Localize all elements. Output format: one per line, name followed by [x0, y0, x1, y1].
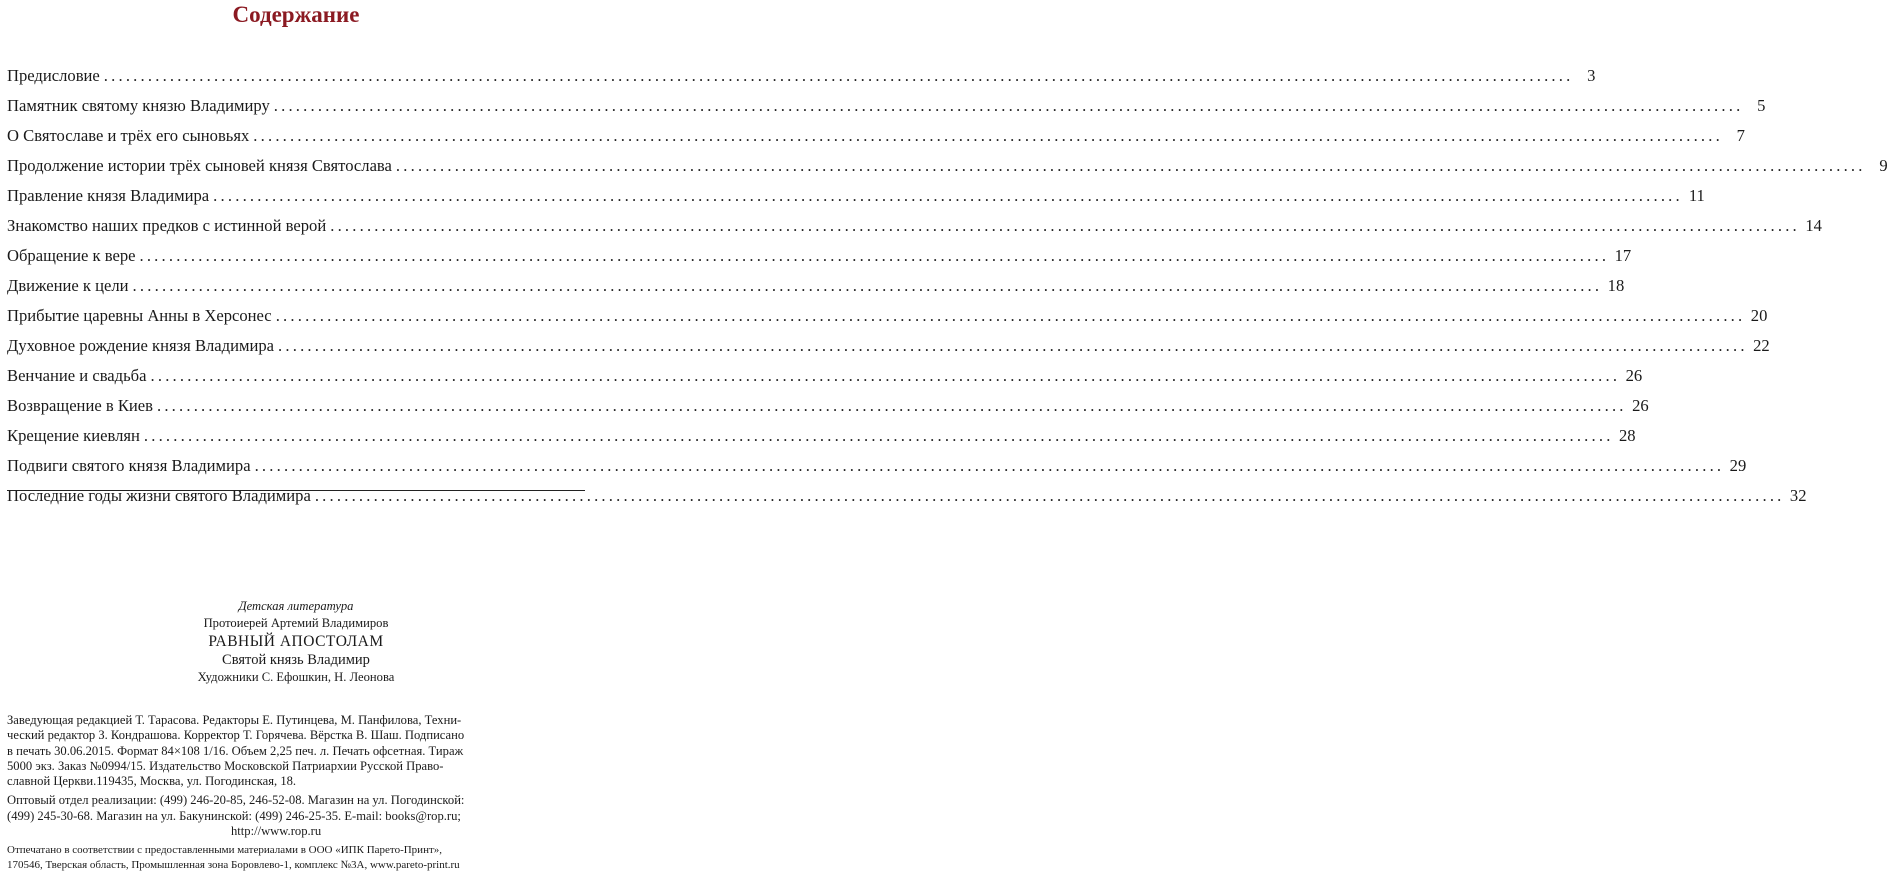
toc-entry-title: Возвращение в Киев: [7, 396, 153, 415]
toc-entry-page: 14: [1805, 216, 1822, 235]
toc-entry: [7, 121, 1745, 151]
toc-entry-page: 32: [1789, 486, 1807, 505]
toc-entry-page: 29: [1729, 456, 1747, 475]
toc-entry: [7, 181, 1705, 211]
toc-leader-dots: ........................................................................................................................................................................................................: [150, 366, 1621, 385]
toc-entry-page: 26: [1625, 366, 1643, 385]
toc-leader-dots: ........................................................................................................................................................................................................: [254, 456, 1725, 475]
imprint-block: [0, 598, 592, 686]
book-title: РАВНЫЙ АПОСТОЛАМ: [208, 633, 384, 650]
sales-info: [7, 793, 585, 839]
toc-leader-dots: ........................................................................................................................................................................................................: [273, 96, 1744, 115]
toc-entry: [7, 451, 1747, 481]
toc-entry-page: 18: [1607, 276, 1625, 295]
toc-entry-page: 3: [1587, 66, 1596, 85]
toc-entry-title: Духовное рождение князя Владимира: [7, 336, 275, 355]
toc-entry-page: 26: [1632, 396, 1649, 415]
section-divider: [7, 490, 585, 491]
toc-entry-title: Движение к цели: [7, 276, 129, 295]
toc-entry-page: 22: [1753, 336, 1770, 355]
toc-entry: [7, 301, 1768, 331]
printing-note-line: 170546, Тверская область, Промышленная зона Боровлево-1, комплекс №3А, www.pareto-print.ru: [7, 859, 460, 871]
toc-entry-title: Последние годы жизни святого Владимира: [7, 486, 311, 505]
printing-note: [7, 843, 585, 873]
author-name: Протоиерей Артемий Владимиров: [203, 616, 389, 630]
toc-entry-page: 28: [1618, 426, 1636, 445]
toc-leader-dots: ........................................................................................................................................................................................................: [314, 486, 1785, 505]
toc-entry-page: 5: [1757, 96, 1766, 115]
toc-entry-page: 9: [1879, 156, 1888, 175]
editorial-line: Заведующая редакцией Т. Тарасова. Редакторы Е. Путинцева, М. Панфилова, Техни-: [7, 713, 462, 727]
toc-entry-title: Памятник святому князю Владимиру: [7, 96, 270, 115]
toc-leader-dots: ........................................................................................................................................................................................................: [103, 66, 1574, 85]
toc-entry-title: Обращение к вере: [7, 246, 136, 265]
toc-entry-page: 11: [1688, 186, 1705, 205]
editorial-line: 5000 экз. Заказ №0994/15. Издательство Московской Патриархии Русской Право-: [7, 758, 444, 773]
toc-leader-dots: ........................................................................................................................................................................................................: [139, 246, 1610, 265]
website-url: http://www.rop.ru: [231, 824, 322, 839]
editorial-line: в печать 30.06.2015. Формат 84×108 1/16. Объем 2,25 печ. л. Печать офсетная. Тираж: [7, 743, 464, 758]
toc-leader-dots: ........................................................................................................................................................................................................: [253, 126, 1723, 145]
toc-entry: [7, 241, 1632, 271]
toc-entry: [7, 331, 1770, 361]
toc-entry: [7, 211, 1822, 241]
toc-entry-page: 7: [1736, 126, 1745, 145]
editorial-line: славной Церкви.119435, Москва, ул. Погодинская, 18.: [7, 774, 297, 789]
toc-entry-title: Предисловие: [7, 66, 100, 85]
toc-entry-page: 17: [1614, 246, 1632, 265]
toc-leader-dots: ........................................................................................................................................................................................................: [278, 336, 1748, 355]
toc-entry: [7, 61, 1596, 91]
toc-entry-title: Подвиги святого князя Владимира: [7, 456, 251, 475]
editorial-line: ческий редактор З. Кондрашова. Корректор Т. Горячева. Вёрстка В. Шаш. Подписано: [7, 728, 465, 743]
toc-leader-dots: ........................................................................................................................................................................................................: [213, 186, 1683, 205]
toc-entry-title: Правление князя Владимира: [7, 186, 210, 205]
toc-leader-dots: ........................................................................................................................................................................................................: [132, 276, 1603, 295]
toc-leader-dots: ........................................................................................................................................................................................................: [143, 426, 1614, 445]
toc-entry-title: Продолжение истории трёх сыновей князя Святослава: [7, 156, 392, 175]
toc-leader-dots: ........................................................................................................................................................................................................: [156, 396, 1627, 415]
toc-entry: [7, 271, 1625, 301]
toc-entry: [7, 151, 1888, 181]
toc-entry-title: Крещение киевлян: [7, 426, 140, 445]
toc-leader-dots: ........................................................................................................................................................................................................: [395, 156, 1866, 175]
toc-entry-title: Знакомство наших предков с истинной верой: [7, 216, 327, 235]
toc-entry: [7, 391, 1649, 421]
toc-entry: [7, 91, 1766, 121]
toc-leader-dots: ........................................................................................................................................................................................................: [330, 216, 1800, 235]
series-name: Детская литература: [238, 599, 354, 613]
sales-line: (499) 245-30-68. Магазин на ул. Бакунинской: (499) 246-25-35. E-mail: books@rop.ru;: [7, 808, 461, 823]
toc-entry-title: Венчание и свадьба: [7, 366, 147, 385]
toc-entry: [7, 481, 1807, 511]
illustrators: Художники С. Ефошкин, Н. Леонова: [197, 670, 395, 684]
editorial-info: [7, 713, 585, 789]
table-of-contents: [7, 61, 1888, 511]
toc-entry-title: О Святославе и трёх его сыновьях: [7, 126, 250, 145]
toc-entry-page: 20: [1750, 306, 1768, 325]
toc-leader-dots: ........................................................................................................................................................................................................: [275, 306, 1746, 325]
page-title: Содержание: [232, 2, 360, 27]
toc-entry-title: Прибытие царевны Анны в Херсонес: [7, 306, 272, 325]
toc-entry: [7, 361, 1643, 391]
book-subtitle: Святой князь Владимир: [222, 652, 370, 668]
sales-line: Оптовый отдел реализации: (499) 246-20-85, 246-52-08. Магазин на ул. Погодинской:: [7, 793, 465, 808]
toc-entry: [7, 421, 1636, 451]
publishing-credits: [7, 713, 585, 843]
printing-note-line: Отпечатано в соответствии с предоставленными материалами в ООО «ИПК Парето-Принт»,: [7, 844, 443, 856]
